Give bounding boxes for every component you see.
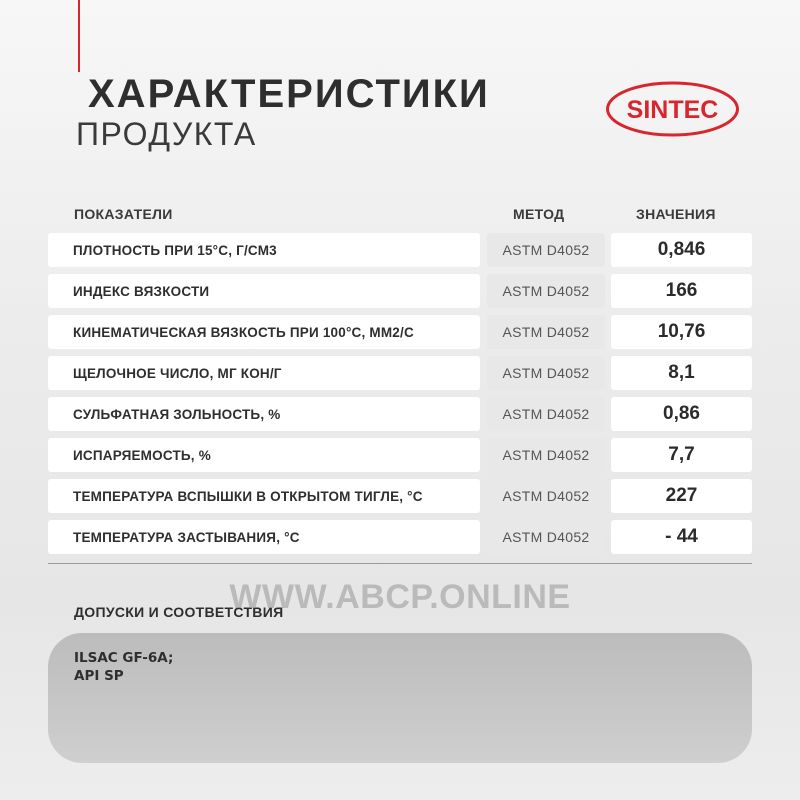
row-label: КИНЕМАТИЧЕСКАЯ ВЯЗКОСТЬ ПРИ 100°С, ММ2/С: [48, 315, 480, 349]
row-label: ПЛОТНОСТЬ ПРИ 15°С, Г/СМ3: [48, 233, 480, 267]
watermark: WWW.ABCP.ONLINE: [229, 578, 571, 616]
row-value: 10,76: [611, 315, 752, 349]
column-header-indicators: ПОКАЗАТЕЛИ: [74, 206, 173, 222]
row-value: - 44: [611, 520, 752, 554]
divider: [48, 563, 752, 564]
row-method: ASTM D4052: [487, 356, 605, 390]
row-value: 0,846: [611, 233, 752, 267]
row-label: ИСПАРЯЕМОСТЬ, %: [48, 438, 480, 472]
row-label: ЩЕЛОЧНОЕ ЧИСЛО, МГ КОН/Г: [48, 356, 480, 390]
page-title: ХАРАКТЕРИСТИКИ: [88, 72, 490, 116]
row-method: ASTM D4052: [487, 315, 605, 349]
row-method: ASTM D4052: [487, 438, 605, 472]
column-header-values: ЗНАЧЕНИЯ: [636, 206, 716, 222]
approval-item: ILSAC GF-6A;: [74, 650, 174, 666]
row-method: ASTM D4052: [487, 479, 605, 513]
approvals-title: ДОПУСКИ И СООТВЕТСТВИЯ: [74, 604, 284, 620]
row-method: ASTM D4052: [487, 233, 605, 267]
logo-text: SINTEC: [626, 96, 719, 124]
column-header-method: МЕТОД: [513, 206, 565, 222]
accent-line: [78, 0, 80, 72]
row-method: ASTM D4052: [487, 520, 605, 554]
row-label: ИНДЕКС ВЯЗКОСТИ: [48, 274, 480, 308]
row-value: 166: [611, 274, 752, 308]
row-method: ASTM D4052: [487, 274, 605, 308]
row-label: СУЛЬФАТНАЯ ЗОЛЬНОСТЬ, %: [48, 397, 480, 431]
row-method: ASTM D4052: [487, 397, 605, 431]
row-value: 8,1: [611, 356, 752, 390]
page-subtitle: ПРОДУКТА: [76, 116, 257, 152]
row-label: ТЕМПЕРАТУРА ВСПЫШКИ В ОТКРЫТОМ ТИГЛЕ, °С: [48, 479, 480, 513]
approval-item: API SP: [74, 668, 124, 684]
row-value: 227: [611, 479, 752, 513]
row-value: 0,86: [611, 397, 752, 431]
row-value: 7,7: [611, 438, 752, 472]
sintec-logo: [605, 80, 740, 138]
row-label: ТЕМПЕРАТУРА ЗАСТЫВАНИЯ, °С: [48, 520, 480, 554]
